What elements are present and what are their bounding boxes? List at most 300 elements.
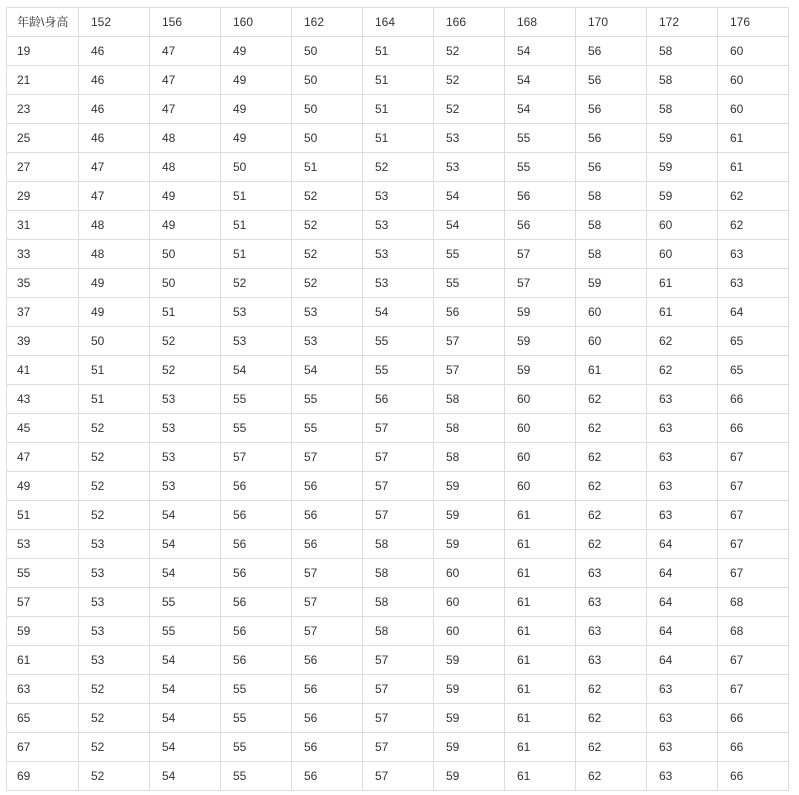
weight-cell: 56 (505, 211, 576, 240)
weight-cell: 59 (576, 269, 647, 298)
table-row (7, 153, 789, 182)
weight-cell: 54 (505, 37, 576, 66)
age-cell: 45 (7, 414, 79, 443)
weight-cell: 67 (718, 530, 789, 559)
weight-cell: 55 (434, 240, 505, 269)
age-cell: 25 (7, 124, 79, 153)
age-cell: 41 (7, 356, 79, 385)
weight-cell: 54 (505, 66, 576, 95)
weight-cell: 52 (292, 211, 363, 240)
weight-cell: 51 (79, 385, 150, 414)
weight-cell: 53 (434, 124, 505, 153)
weight-cell: 52 (363, 153, 434, 182)
weight-cell: 52 (79, 501, 150, 530)
age-cell: 43 (7, 385, 79, 414)
weight-cell: 62 (576, 704, 647, 733)
table-row (7, 124, 789, 153)
table-row (7, 327, 789, 356)
weight-cell: 60 (505, 443, 576, 472)
weight-cell: 53 (150, 472, 221, 501)
weight-cell: 50 (292, 37, 363, 66)
weight-cell: 55 (292, 414, 363, 443)
weight-cell: 54 (150, 501, 221, 530)
weight-cell: 46 (79, 66, 150, 95)
weight-cell: 60 (505, 385, 576, 414)
age-cell: 57 (7, 588, 79, 617)
height-header-cell: 164 (363, 8, 434, 37)
age-cell: 31 (7, 211, 79, 240)
weight-table-container (6, 7, 789, 791)
weight-cell: 63 (647, 762, 718, 791)
weight-cell: 53 (221, 298, 292, 327)
weight-cell: 52 (292, 182, 363, 211)
weight-cell: 47 (150, 95, 221, 124)
weight-cell: 52 (79, 414, 150, 443)
weight-cell: 60 (434, 588, 505, 617)
weight-cell: 59 (647, 124, 718, 153)
weight-cell: 54 (221, 356, 292, 385)
weight-cell: 60 (718, 95, 789, 124)
weight-cell: 57 (363, 501, 434, 530)
weight-cell: 56 (221, 530, 292, 559)
weight-cell: 60 (505, 472, 576, 501)
weight-cell: 52 (79, 762, 150, 791)
weight-cell: 61 (505, 704, 576, 733)
weight-cell: 57 (434, 356, 505, 385)
age-cell: 67 (7, 733, 79, 762)
corner-header-cell: 年龄\身高 (7, 8, 79, 37)
weight-cell: 61 (647, 269, 718, 298)
weight-cell: 67 (718, 675, 789, 704)
weight-cell: 57 (363, 733, 434, 762)
weight-cell: 56 (576, 66, 647, 95)
height-header-cell: 166 (434, 8, 505, 37)
weight-cell: 62 (718, 211, 789, 240)
weight-cell: 54 (150, 704, 221, 733)
weight-cell: 53 (221, 327, 292, 356)
weight-cell: 52 (434, 95, 505, 124)
table-body (7, 8, 789, 791)
weight-cell: 53 (79, 646, 150, 675)
weight-cell: 59 (434, 762, 505, 791)
weight-cell: 51 (363, 37, 434, 66)
weight-cell: 61 (505, 559, 576, 588)
age-cell: 29 (7, 182, 79, 211)
weight-cell: 58 (576, 211, 647, 240)
weight-cell: 63 (576, 588, 647, 617)
table-row (7, 356, 789, 385)
weight-cell: 54 (292, 356, 363, 385)
weight-cell: 55 (363, 356, 434, 385)
weight-cell: 63 (576, 559, 647, 588)
weight-cell: 59 (647, 153, 718, 182)
weight-cell: 51 (79, 356, 150, 385)
age-cell: 37 (7, 298, 79, 327)
weight-cell: 58 (434, 443, 505, 472)
weight-cell: 52 (79, 704, 150, 733)
weight-cell: 67 (718, 559, 789, 588)
weight-cell: 54 (363, 298, 434, 327)
table-row (7, 298, 789, 327)
weight-cell: 58 (363, 617, 434, 646)
weight-cell: 63 (718, 240, 789, 269)
weight-cell: 59 (647, 182, 718, 211)
weight-cell: 65 (718, 327, 789, 356)
weight-cell: 56 (576, 37, 647, 66)
weight-cell: 56 (221, 617, 292, 646)
weight-cell: 50 (292, 66, 363, 95)
height-header-cell: 162 (292, 8, 363, 37)
weight-cell: 62 (576, 530, 647, 559)
weight-cell: 51 (221, 211, 292, 240)
weight-cell: 53 (292, 327, 363, 356)
age-cell: 59 (7, 617, 79, 646)
weight-cell: 67 (718, 443, 789, 472)
weight-cell: 56 (292, 733, 363, 762)
age-cell: 53 (7, 530, 79, 559)
table-row (7, 675, 789, 704)
weight-cell: 52 (79, 472, 150, 501)
weight-cell: 55 (505, 124, 576, 153)
weight-cell: 63 (647, 385, 718, 414)
weight-cell: 58 (576, 182, 647, 211)
age-cell: 55 (7, 559, 79, 588)
weight-cell: 56 (576, 95, 647, 124)
weight-cell: 59 (434, 530, 505, 559)
weight-cell: 59 (505, 327, 576, 356)
weight-cell: 59 (505, 298, 576, 327)
weight-cell: 55 (221, 414, 292, 443)
weight-cell: 53 (363, 211, 434, 240)
weight-cell: 55 (150, 588, 221, 617)
table-row (7, 414, 789, 443)
weight-cell: 49 (221, 95, 292, 124)
weight-cell: 67 (718, 501, 789, 530)
weight-cell: 64 (647, 559, 718, 588)
weight-cell: 56 (576, 153, 647, 182)
weight-cell: 56 (292, 472, 363, 501)
weight-cell: 53 (150, 414, 221, 443)
weight-cell: 55 (150, 617, 221, 646)
weight-cell: 63 (647, 733, 718, 762)
weight-cell: 52 (221, 269, 292, 298)
weight-cell: 52 (150, 356, 221, 385)
weight-cell: 59 (505, 356, 576, 385)
weight-cell: 62 (576, 762, 647, 791)
weight-cell: 64 (647, 617, 718, 646)
age-cell: 65 (7, 704, 79, 733)
weight-cell: 55 (434, 269, 505, 298)
age-cell: 27 (7, 153, 79, 182)
weight-cell: 66 (718, 733, 789, 762)
weight-cell: 56 (221, 559, 292, 588)
weight-cell: 53 (363, 182, 434, 211)
weight-cell: 57 (363, 443, 434, 472)
weight-cell: 46 (79, 124, 150, 153)
table-row (7, 95, 789, 124)
weight-cell: 64 (718, 298, 789, 327)
weight-cell: 51 (221, 182, 292, 211)
weight-cell: 58 (363, 530, 434, 559)
age-cell: 47 (7, 443, 79, 472)
weight-cell: 56 (434, 298, 505, 327)
age-cell: 35 (7, 269, 79, 298)
weight-cell: 60 (647, 240, 718, 269)
weight-cell: 53 (363, 240, 434, 269)
weight-cell: 63 (576, 646, 647, 675)
weight-cell: 56 (221, 646, 292, 675)
weight-cell: 61 (505, 762, 576, 791)
age-cell: 39 (7, 327, 79, 356)
weight-cell: 63 (647, 443, 718, 472)
weight-cell: 52 (79, 675, 150, 704)
weight-cell: 61 (647, 298, 718, 327)
weight-cell: 59 (434, 733, 505, 762)
weight-cell: 55 (505, 153, 576, 182)
weight-cell: 49 (150, 211, 221, 240)
weight-cell: 58 (647, 66, 718, 95)
weight-cell: 56 (292, 762, 363, 791)
weight-cell: 52 (292, 240, 363, 269)
weight-cell: 60 (434, 559, 505, 588)
weight-cell: 51 (292, 153, 363, 182)
weight-cell: 55 (221, 762, 292, 791)
weight-cell: 48 (150, 124, 221, 153)
weight-cell: 56 (363, 385, 434, 414)
weight-cell: 61 (576, 356, 647, 385)
weight-cell: 61 (505, 617, 576, 646)
weight-cell: 52 (79, 443, 150, 472)
weight-cell: 62 (576, 733, 647, 762)
weight-cell: 57 (292, 559, 363, 588)
weight-cell: 54 (150, 733, 221, 762)
weight-cell: 57 (505, 240, 576, 269)
weight-cell: 56 (292, 530, 363, 559)
weight-cell: 56 (292, 704, 363, 733)
weight-cell: 52 (434, 37, 505, 66)
weight-cell: 59 (434, 472, 505, 501)
weight-cell: 56 (292, 675, 363, 704)
weight-cell: 46 (79, 95, 150, 124)
weight-cell: 59 (434, 675, 505, 704)
weight-cell: 49 (221, 124, 292, 153)
weight-cell: 62 (718, 182, 789, 211)
table-row (7, 240, 789, 269)
weight-cell: 60 (434, 617, 505, 646)
weight-cell: 61 (718, 153, 789, 182)
weight-table (6, 7, 789, 791)
table-row (7, 443, 789, 472)
weight-cell: 57 (505, 269, 576, 298)
weight-cell: 51 (150, 298, 221, 327)
weight-cell: 57 (363, 762, 434, 791)
weight-cell: 52 (434, 66, 505, 95)
weight-cell: 56 (292, 501, 363, 530)
weight-cell: 53 (79, 559, 150, 588)
table-row (7, 182, 789, 211)
weight-cell: 53 (150, 385, 221, 414)
weight-cell: 56 (505, 182, 576, 211)
weight-cell: 62 (576, 385, 647, 414)
weight-cell: 53 (363, 269, 434, 298)
table-row (7, 501, 789, 530)
weight-cell: 63 (647, 414, 718, 443)
weight-cell: 50 (150, 240, 221, 269)
weight-cell: 61 (505, 501, 576, 530)
weight-cell: 66 (718, 414, 789, 443)
table-row (7, 66, 789, 95)
weight-cell: 62 (576, 472, 647, 501)
weight-cell: 54 (505, 95, 576, 124)
weight-cell: 61 (505, 675, 576, 704)
weight-cell: 68 (718, 588, 789, 617)
weight-cell: 54 (150, 762, 221, 791)
weight-cell: 60 (647, 211, 718, 240)
weight-cell: 46 (79, 37, 150, 66)
age-cell: 23 (7, 95, 79, 124)
table-row (7, 211, 789, 240)
weight-cell: 57 (363, 414, 434, 443)
height-header-cell: 172 (647, 8, 718, 37)
weight-cell: 61 (505, 530, 576, 559)
weight-cell: 59 (434, 501, 505, 530)
table-row (7, 646, 789, 675)
weight-cell: 50 (79, 327, 150, 356)
weight-cell: 50 (292, 95, 363, 124)
weight-cell: 53 (79, 588, 150, 617)
table-row (7, 704, 789, 733)
weight-cell: 56 (221, 501, 292, 530)
weight-cell: 50 (221, 153, 292, 182)
weight-cell: 66 (718, 762, 789, 791)
weight-cell: 63 (647, 704, 718, 733)
weight-cell: 62 (576, 501, 647, 530)
weight-cell: 50 (150, 269, 221, 298)
weight-cell: 66 (718, 385, 789, 414)
weight-cell: 50 (292, 124, 363, 153)
weight-cell: 48 (150, 153, 221, 182)
table-row (7, 617, 789, 646)
weight-cell: 60 (576, 298, 647, 327)
weight-cell: 63 (647, 675, 718, 704)
weight-cell: 57 (292, 588, 363, 617)
weight-cell: 53 (79, 617, 150, 646)
weight-cell: 57 (363, 646, 434, 675)
weight-cell: 66 (718, 704, 789, 733)
weight-cell: 57 (292, 617, 363, 646)
weight-cell: 55 (363, 327, 434, 356)
table-row (7, 385, 789, 414)
age-cell: 33 (7, 240, 79, 269)
weight-cell: 54 (150, 646, 221, 675)
height-header-cell: 160 (221, 8, 292, 37)
weight-cell: 64 (647, 530, 718, 559)
weight-cell: 58 (434, 414, 505, 443)
table-row (7, 762, 789, 791)
weight-cell: 54 (150, 530, 221, 559)
age-cell: 19 (7, 37, 79, 66)
weight-cell: 54 (434, 182, 505, 211)
weight-cell: 55 (221, 385, 292, 414)
weight-cell: 60 (576, 327, 647, 356)
age-cell: 63 (7, 675, 79, 704)
weight-cell: 62 (576, 414, 647, 443)
table-row (7, 37, 789, 66)
weight-cell: 49 (79, 269, 150, 298)
weight-cell: 51 (221, 240, 292, 269)
weight-cell: 61 (505, 646, 576, 675)
weight-cell: 56 (292, 646, 363, 675)
weight-cell: 56 (221, 472, 292, 501)
weight-cell: 60 (718, 37, 789, 66)
weight-cell: 64 (647, 646, 718, 675)
weight-cell: 61 (505, 588, 576, 617)
weight-cell: 62 (647, 327, 718, 356)
weight-cell: 49 (221, 37, 292, 66)
weight-cell: 58 (434, 385, 505, 414)
weight-cell: 52 (292, 269, 363, 298)
header-row (7, 8, 789, 37)
weight-cell: 53 (292, 298, 363, 327)
weight-cell: 62 (576, 443, 647, 472)
weight-cell: 64 (647, 588, 718, 617)
weight-cell: 58 (647, 95, 718, 124)
table-row (7, 269, 789, 298)
weight-cell: 47 (79, 153, 150, 182)
weight-cell: 47 (150, 37, 221, 66)
age-cell: 49 (7, 472, 79, 501)
weight-cell: 54 (434, 211, 505, 240)
weight-cell: 58 (647, 37, 718, 66)
weight-cell: 57 (363, 675, 434, 704)
weight-cell: 63 (718, 269, 789, 298)
height-header-cell: 152 (79, 8, 150, 37)
weight-cell: 52 (150, 327, 221, 356)
weight-cell: 51 (363, 95, 434, 124)
weight-cell: 47 (150, 66, 221, 95)
weight-cell: 57 (363, 704, 434, 733)
height-header-cell: 170 (576, 8, 647, 37)
weight-cell: 55 (221, 733, 292, 762)
table-row (7, 559, 789, 588)
age-cell: 69 (7, 762, 79, 791)
height-header-cell: 168 (505, 8, 576, 37)
age-cell: 51 (7, 501, 79, 530)
weight-cell: 49 (79, 298, 150, 327)
weight-cell: 53 (79, 530, 150, 559)
table-row (7, 733, 789, 762)
weight-cell: 60 (505, 414, 576, 443)
weight-cell: 67 (718, 472, 789, 501)
weight-cell: 60 (718, 66, 789, 95)
weight-cell: 47 (79, 182, 150, 211)
weight-cell: 62 (576, 675, 647, 704)
age-cell: 21 (7, 66, 79, 95)
age-cell: 61 (7, 646, 79, 675)
weight-cell: 49 (150, 182, 221, 211)
weight-cell: 57 (221, 443, 292, 472)
weight-cell: 48 (79, 211, 150, 240)
weight-cell: 61 (505, 733, 576, 762)
weight-cell: 51 (363, 124, 434, 153)
weight-cell: 56 (221, 588, 292, 617)
weight-cell: 53 (150, 443, 221, 472)
weight-cell: 63 (576, 617, 647, 646)
height-header-cell: 176 (718, 8, 789, 37)
weight-cell: 59 (434, 646, 505, 675)
weight-cell: 67 (718, 646, 789, 675)
height-header-cell: 156 (150, 8, 221, 37)
